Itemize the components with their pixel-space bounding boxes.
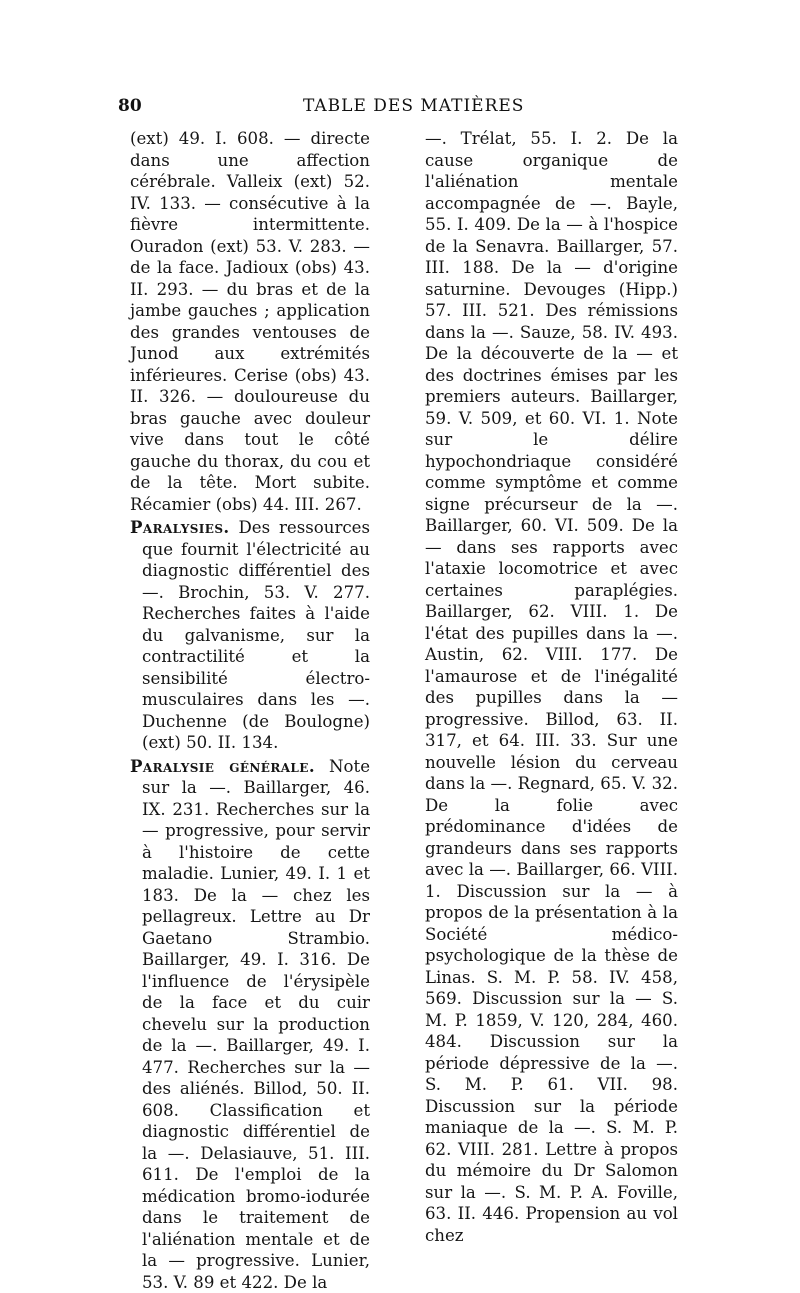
entry-text: Note sur la —. Baillarger, 46. IX. 231. Recherches sur la — progressive, pour servir à l'histoire de cette maladie. Lunier, 49. I. 1 et 183. De la — chez les pellagreux. Lettre au Dr Gaetano Strambio. Baillarger, 49. I. 316. De l'influence de l'érysipèle de la face et du cuir chevelu sur la production de la —. Baillarger, 49. I. 477. Recherches sur la — des aliénés. Billod, 50. II. 608. Classification et diagnostic différentiel de la —. Delasiauve, 51. III. 611. De l'emploi de la médication bromo-iodurée dans le traitement de l'aliénation mentale et de la — progressive. Lunier, 53. V. 89 et 422. De la [142,757,370,1292]
entry-text: Des ressources que fournit l'électricité au diagnostic différentiel des —. Brochin, 53. V. 277. Recherches faites à l'aide du galvanisme, sur la contractilité et la sensibilité électro-musculaires dans les —. Duchenne (de Boulogne) (ext) 50. II. 134. [142,518,370,752]
right-column [425,128,678,1246]
left-column [130,128,370,1293]
running-title: TABLE DES MATIÈRES [303,96,524,116]
entry-paralysie-generale [130,756,370,1293]
entry-paralysies [130,517,370,754]
entry-heading: Paralysies. [130,517,230,537]
entry-paralysie-continued: (ext) 49. I. 608. — directe dans une affection cérébrale. Valleix (ext) 52. IV. 133. — consécutive à la fièvre intermittente. Ouradon (ext) 53. V. 283. — de la face. Jadioux (obs) 43. II. 293. — du bras et de la jambe gauches ; application des grandes ventouses de Junod aux extrémités inférieures. Cerise (obs) 43. II. 326. — douloureuse du bras gauche avec douleur vive dans tout le côté gauche du thorax, du cou et de la tête. Mort subite. Récamier (obs) 44. III. 267. [130,128,370,515]
page-number: 80 [118,96,142,116]
entry-paralysie-generale-continued: —. Trélat, 55. I. 2. De la cause organique de l'aliénation mentale accompagnée de —. Bayle, 55. I. 409. De la — à l'hospice de la Senavra. Baillarger, 57. III. 188. De la — d'origine saturnine. Devouges (Hipp.) 57. III. 521. Des rémissions dans la —. Sauze, 58. IV. 493. De la découverte de la — et des doctrines émises par les premiers auteurs. Baillarger, 59. V. 509, et 60. VI. 1. Note sur le délire hypochondriaque considéré comme symptôme et comme signe précurseur de la —. Baillarger, 60. VI. 509. De la — dans ses rapports avec l'ataxie locomotrice et avec certaines paraplégies. Baillarger, 62. VIII. 1. De l'état des pupilles dans la —. Austin, 62. VIII. 177. De l'amaurose et de l'inégalité des pupilles dans la — progressive. Billod, 63. II. 317, et 64. III. 33. Sur une nouvelle lésion du cerveau dans la —. Regnard, 65. V. 32. De la folie avec prédominance d'idées de grandeurs dans ses rapports avec la —. Baillarger, 66. VIII. 1. Discussion sur la — à propos de la présentation à la Société médico-psychologique de la thèse de Linas. S. M. P. 58. IV. 458, 569. Discussion sur la — S. M. P. 1859, V. 120, 284, 460. 484. Discussion sur la période dépressive de la —. S. M. P. 61. VII. 98. Discussion sur la période maniaque de la —. S. M. P. 62. VIII. 281. Lettre à propos du mémoire du Dr Salomon sur la —. S. M. P. A. Foville, 63. II. 446. Propension au vol chez [425,128,678,1246]
entry-heading: Paralysie générale. [130,756,315,776]
running-header [0,96,800,120]
